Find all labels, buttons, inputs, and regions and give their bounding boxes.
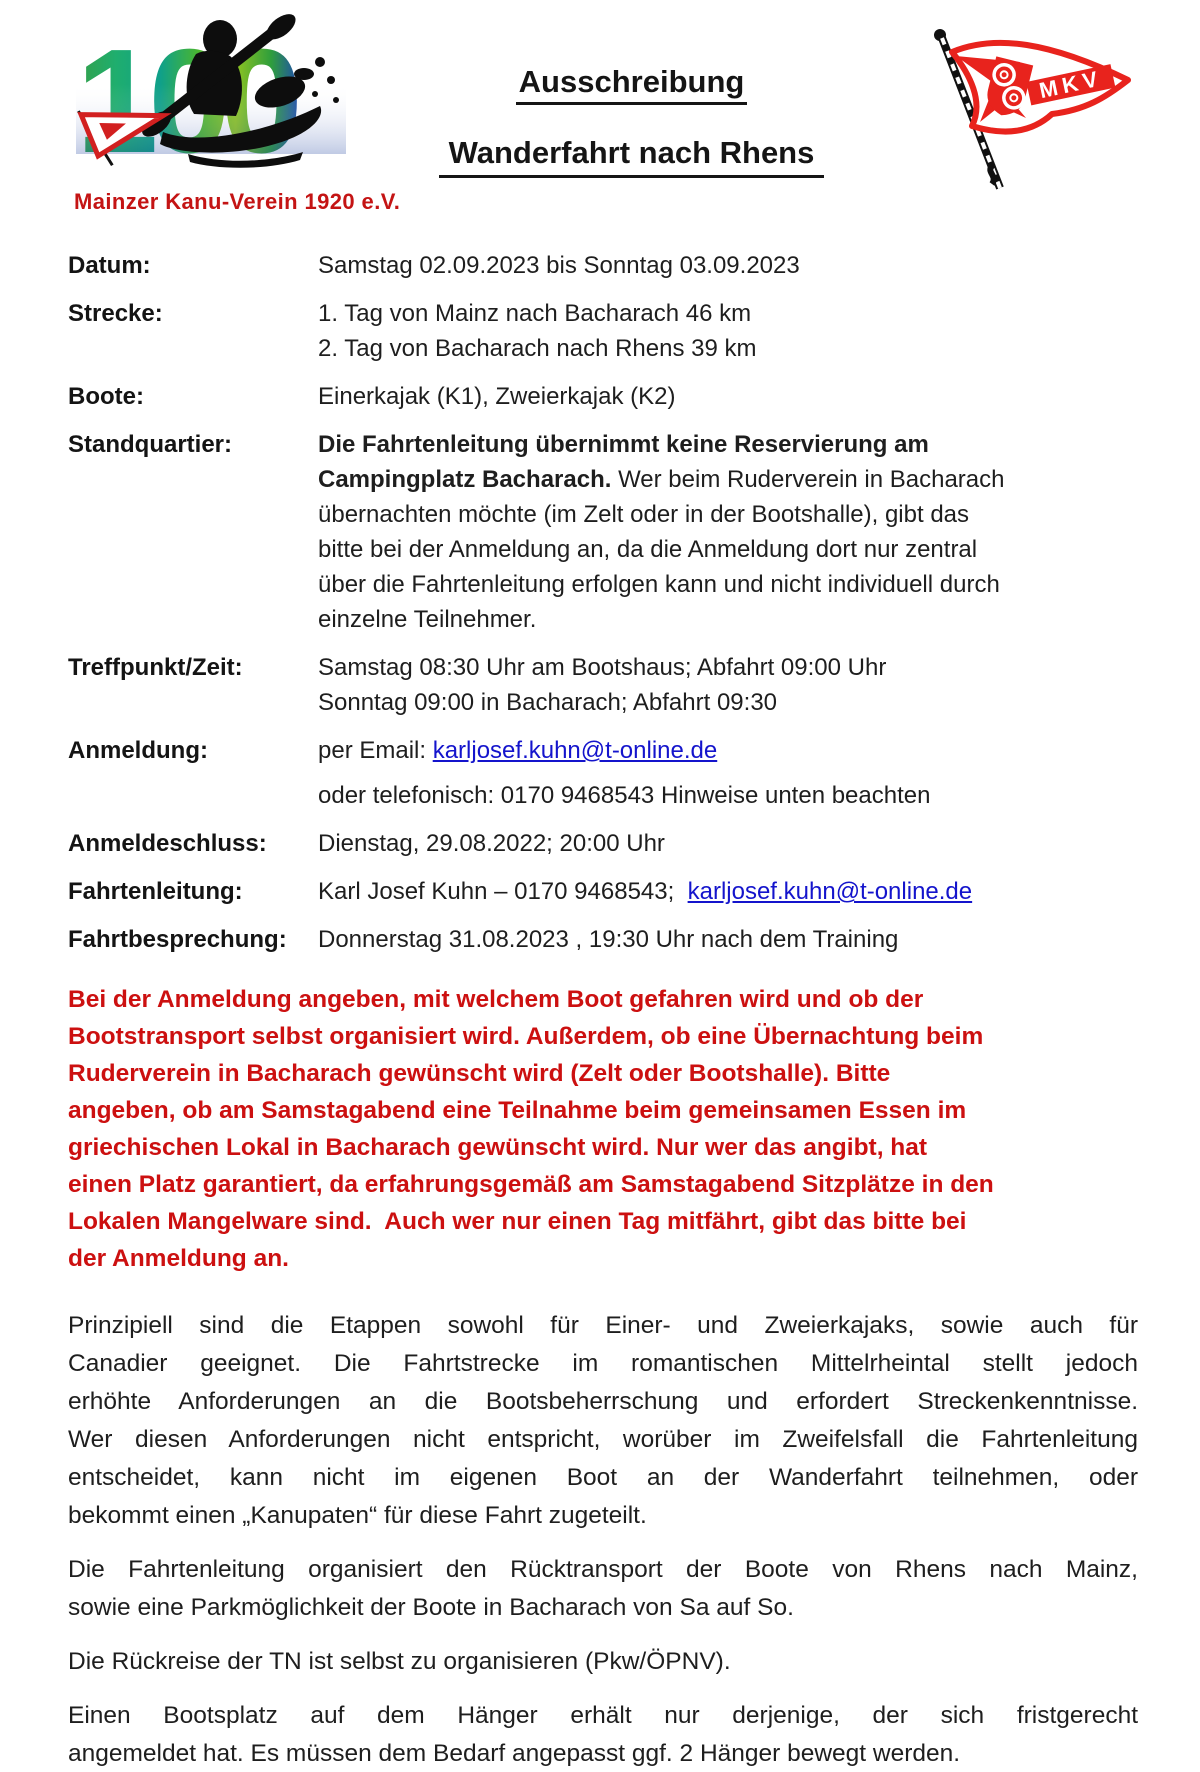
paragraph-ruecktransport	[68, 1551, 1138, 1627]
standquartier-line-5: über die Fahrtenleitung erfolgen kann und nicht individuell durch	[318, 571, 1000, 598]
field-label-treffpunkt: Treffpunkt/Zeit:	[68, 654, 243, 681]
document-header	[68, 14, 1138, 232]
paragraph-line: Wer diesen Anforderungen nicht entspricht, worüber im Zweifelsfall die Fahrtenleitung	[68, 1426, 1138, 1453]
field-row-anmeldung	[68, 733, 1138, 813]
fahrtenleitung-value: Karl Josef Kuhn – 0170 9468543; karljosef.kuhn@t-online.de	[318, 878, 973, 905]
treffpunkt-line-2: Sonntag 09:00 in Bacharach; Abfahrt 09:30	[318, 689, 778, 716]
notice-line: griechischen Lokal in Bacharach gewünscht wird. Nur wer das angibt, hat	[68, 1134, 928, 1161]
page-subtitle: Wanderfahrt nach Rhens	[363, 135, 900, 178]
logo-caption: Mainzer Kanu-Verein 1920 e.V.	[74, 189, 401, 214]
paragraph-line: Einen Bootsplatz auf dem Hänger erhält nur derjenige, der sich fristgerecht	[68, 1702, 1138, 1729]
standquartier-line-1: Die Fahrtenleitung übernimmt keine Reservierung am	[318, 431, 929, 458]
paragraph-bootsplatz	[68, 1697, 1138, 1772]
field-label-standquartier: Standquartier:	[68, 431, 233, 458]
paragraph-line: bekommt einen „Kanupaten“ für diese Fahrt zugeteilt.	[68, 1502, 647, 1529]
strecke-line-1: 1. Tag von Mainz nach Bacharach 46 km	[318, 300, 752, 327]
notice-line: der Anmeldung an.	[68, 1245, 289, 1272]
field-label-anmeldung: Anmeldung:	[68, 737, 208, 764]
paragraph-line: Canadier geeignet. Die Fahrtstrecke im romantischen Mittelrheintal stellt jedoch	[68, 1350, 1138, 1377]
field-row-fahrtbesprechung	[68, 922, 1138, 957]
field-row-strecke	[68, 296, 1138, 366]
pennant-shape	[952, 43, 1128, 132]
notice-line: Bei der Anmeldung angeben, mit welchem Boot gefahren wird und ob der	[68, 986, 924, 1013]
paragraph-etappen	[68, 1307, 1138, 1535]
kayaker-100-logo-graphic	[68, 14, 363, 186]
paragraph-line: sowie eine Parkmöglichkeit der Boote in Bacharach von Sa auf So.	[68, 1594, 794, 1621]
field-value-boote: Einerkajak (K1), Zweierkajak (K2)	[318, 383, 676, 410]
strecke-line-2: 2. Tag von Bacharach nach Rhens 39 km	[318, 335, 757, 362]
anmeldung-line-1: per Email: karljosef.kuhn@t-online.de	[318, 737, 718, 764]
notice-line: Ruderverein in Bacharach gewünscht wird (Zelt oder Bootshalle). Bitte	[68, 1060, 891, 1087]
field-label-fahrtbesprechung: Fahrtbesprechung:	[68, 926, 287, 953]
field-row-anmeldeschluss	[68, 826, 1138, 861]
field-label-strecke: Strecke:	[68, 300, 163, 327]
field-value-fahrtbesprechung: Donnerstag 31.08.2023 , 19:30 Uhr nach dem Training	[318, 926, 899, 953]
field-row-datum	[68, 248, 1138, 283]
paragraph-line: Die Rückreise der TN ist selbst zu organisieren (Pkw/ÖPNV).	[68, 1648, 731, 1675]
standquartier-line-2: Campingplatz Bacharach. Wer beim Ruderverein in Bacharach	[318, 466, 1005, 493]
anmeldung-line-2: oder telefonisch: 0170 9468543 Hinweise unten beachten	[318, 782, 931, 809]
treffpunkt-line-1: Samstag 08:30 Uhr am Bootshaus; Abfahrt 09:00 Uhr	[318, 654, 887, 681]
standquartier-line-4: bitte bei der Anmeldung an, da die Anmeldung dort nur zentral	[318, 536, 978, 563]
field-label-datum: Datum:	[68, 252, 151, 279]
paragraph-rueckreise	[68, 1643, 1138, 1681]
mkv-pennant-flag-logo	[900, 14, 1138, 208]
email-link[interactable]: karljosef.kuhn@t-online.de	[687, 878, 973, 905]
paragraph-line: Prinzipiell sind die Etappen sowohl für Einer- und Zweierkajaks, sowie auch für	[68, 1312, 1138, 1339]
standquartier-line-3: übernachten möchte (im Zelt oder in der Bootshalle), gibt das	[318, 501, 970, 528]
page-title: Ausschreibung	[363, 64, 900, 105]
field-value-datum: Samstag 02.09.2023 bis Sonntag 03.09.2023	[318, 252, 800, 279]
red-notice-block	[68, 981, 1138, 1277]
field-label-fahrtenleitung: Fahrtenleitung:	[68, 878, 243, 905]
paragraph-line: erhöhte Anforderungen an die Bootsbeherrschung und erfordert Streckenkenntnisse.	[68, 1388, 1138, 1415]
field-row-standquartier	[68, 427, 1138, 637]
notice-line: angeben, ob am Samstagabend eine Teilnahme beim gemeinsamen Essen im	[68, 1097, 967, 1124]
mkv-flag-label: MKV	[1036, 65, 1105, 104]
standquartier-line-6: einzelne Teilnehmer.	[318, 606, 537, 633]
field-value-anmeldeschluss: Dienstag, 29.08.2022; 20:00 Uhr	[318, 830, 665, 857]
paragraph-line: angemeldet hat. Es müssen dem Bedarf angepasst ggf. 2 Hänger bewegt werden.	[68, 1740, 961, 1767]
field-row-boote	[68, 379, 1138, 414]
document-body	[68, 248, 1138, 1772]
paragraph-line: Die Fahrtenleitung organisiert den Rücktransport der Boote von Rhens nach Mainz,	[68, 1556, 1138, 1583]
title-block	[363, 14, 900, 178]
field-label-boote: Boote:	[68, 383, 144, 410]
notice-line: einen Platz garantiert, da erfahrungsgemäß am Samstagabend Sitzplätze in den	[68, 1171, 994, 1198]
field-label-anmeldeschluss: Anmeldeschluss:	[68, 830, 267, 857]
field-row-treffpunkt	[68, 650, 1138, 720]
email-link[interactable]: karljosef.kuhn@t-online.de	[432, 737, 718, 764]
field-row-fahrtenleitung	[68, 874, 1138, 909]
mkv-flag-graphic	[900, 18, 1138, 203]
paragraph-line: entscheidet, kann nicht im eigenen Boot an der Wanderfahrt teilnehmen, oder	[68, 1464, 1138, 1491]
notice-line: Bootstransport selbst organisiert wird. Außerdem, ob eine Übernachtung beim	[68, 1023, 984, 1050]
mkv-100-anniversary-logo	[68, 14, 401, 215]
notice-line: Lokalen Mangelware sind. Auch wer nur einen Tag mitfährt, gibt das bitte bei	[68, 1208, 967, 1235]
